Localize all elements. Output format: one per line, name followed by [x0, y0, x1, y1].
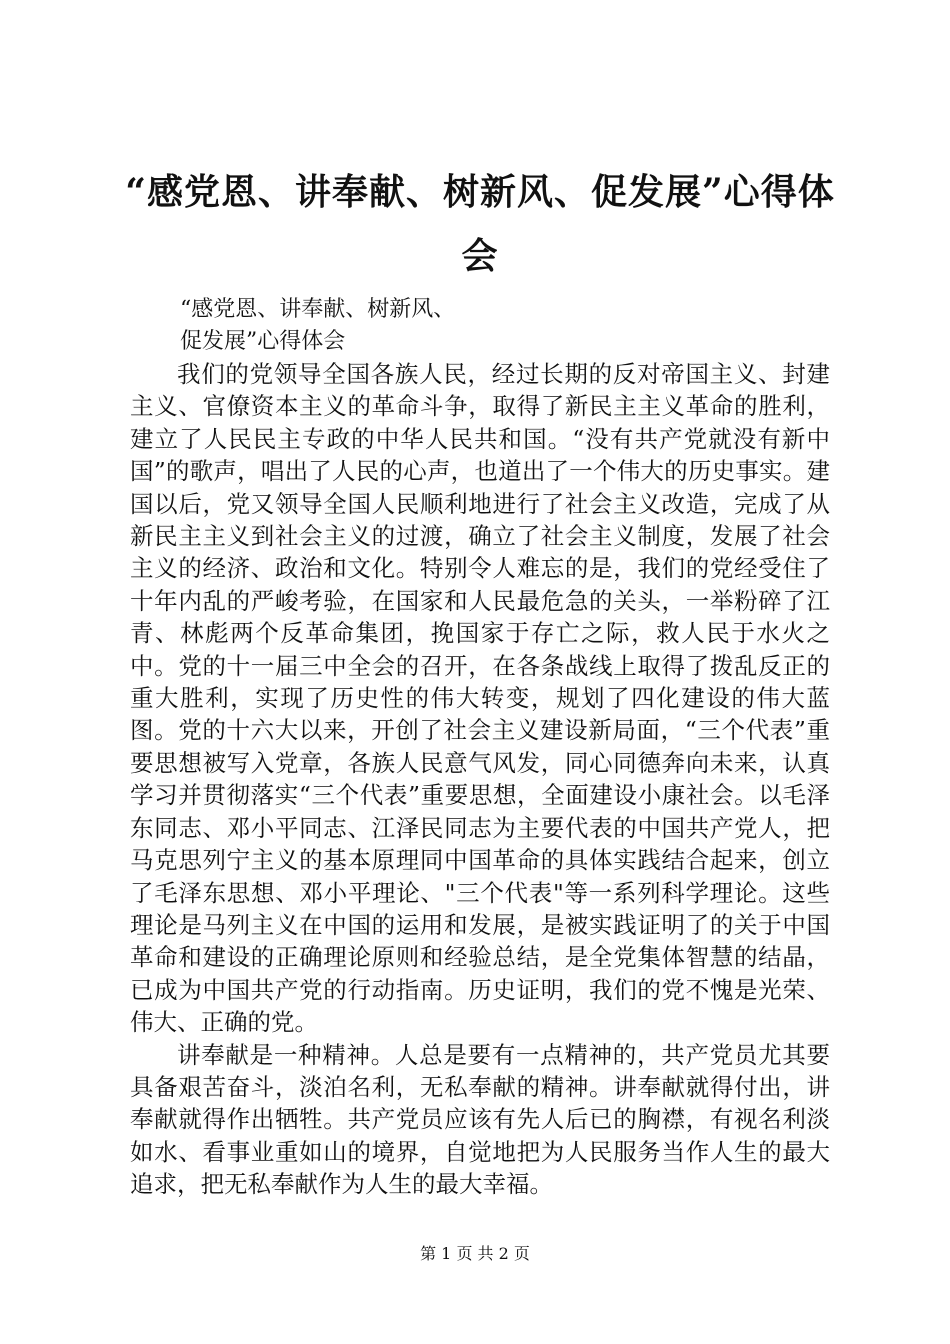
body-paragraph-2: 讲奉献是一种精神。人总是要有一点精神的，共产党员尤其要具备艰苦奋斗，淡泊名利，无私奉献的精神。讲奉献就得付出，讲奉献就得作出牺牲。共产党员应该有先人后已的胸襟，有视名利淡如水、看事业重如山的境界，自觉地把为人民服务当作人生的最大追求，把无私奉献作为人生的最大幸福。 — [130, 1040, 830, 1199]
page-footer: 第 1 页 共 2 页 — [420, 1244, 530, 1263]
body-paragraph-1: 我们的党领导全国各族人民，经过长期的反对帝国主义、封建主义、官僚资本主义的革命斗争，取得了新民主主义革命的胜利，建立了人民民主专政的中华人民共和国。“没有共产党就没有新中国”的歌声，唱出了人民的心声，也道出了一个伟大的历史事实。建国以后，党又领导全国人民顺利地进行了社会主义改造，完成了从新民主主义到社会主义的过渡，确立了社会主义制度，发展了社会主义的经济、政治和文化。特别令人难忘的是，我们的党经受住了十年内乱的严峻考验，在国家和人民最危急的关头，一举粉碎了江青、林彪两个反革命集团，挽国家于存亡之际，救人民于水火之中。党的十一届三中全会的召开，在各条战线上取得了拨乱反正的重大胜利，实现了历史性的伟大转变，规划了四化建设的伟大蓝图。党的十六大以来，开创了社会主义建设新局面，“三个代表”重要思想被写入党章，各族人民意气风发，同心同德奔向未来，认真学习并贯彻落实“三个代表”重要思想，全面建设小康社会。以毛泽东同志、邓小平同志、江泽民同志为主要代表的中国共产党人，把马克思列宁主义的基本原理同中国革命的具体实践结合起来，创立了毛泽东思想、邓小平理论、"三个代表"等一系列科学理论。这些理论是马列主义在中国的运用和发展，是被实践证明了的关于中国革命和建设的正确理论原则和经验总结，是全党集体智慧的结晶，已成为中国共产党的行动指南。历史证明，我们的党不愧是光荣、伟大、正确的党。 — [130, 360, 830, 1037]
document-subtitle — [180, 294, 600, 358]
subtitle-line-1: “感党恩、讲奉献、树新风、 — [180, 297, 456, 322]
document-title: “感党恩、讲奉献、树新风、促发展”心得体会 — [125, 171, 835, 277]
subtitle-line-2: 促发展”心得体会 — [180, 329, 346, 354]
document-body — [130, 358, 830, 1201]
